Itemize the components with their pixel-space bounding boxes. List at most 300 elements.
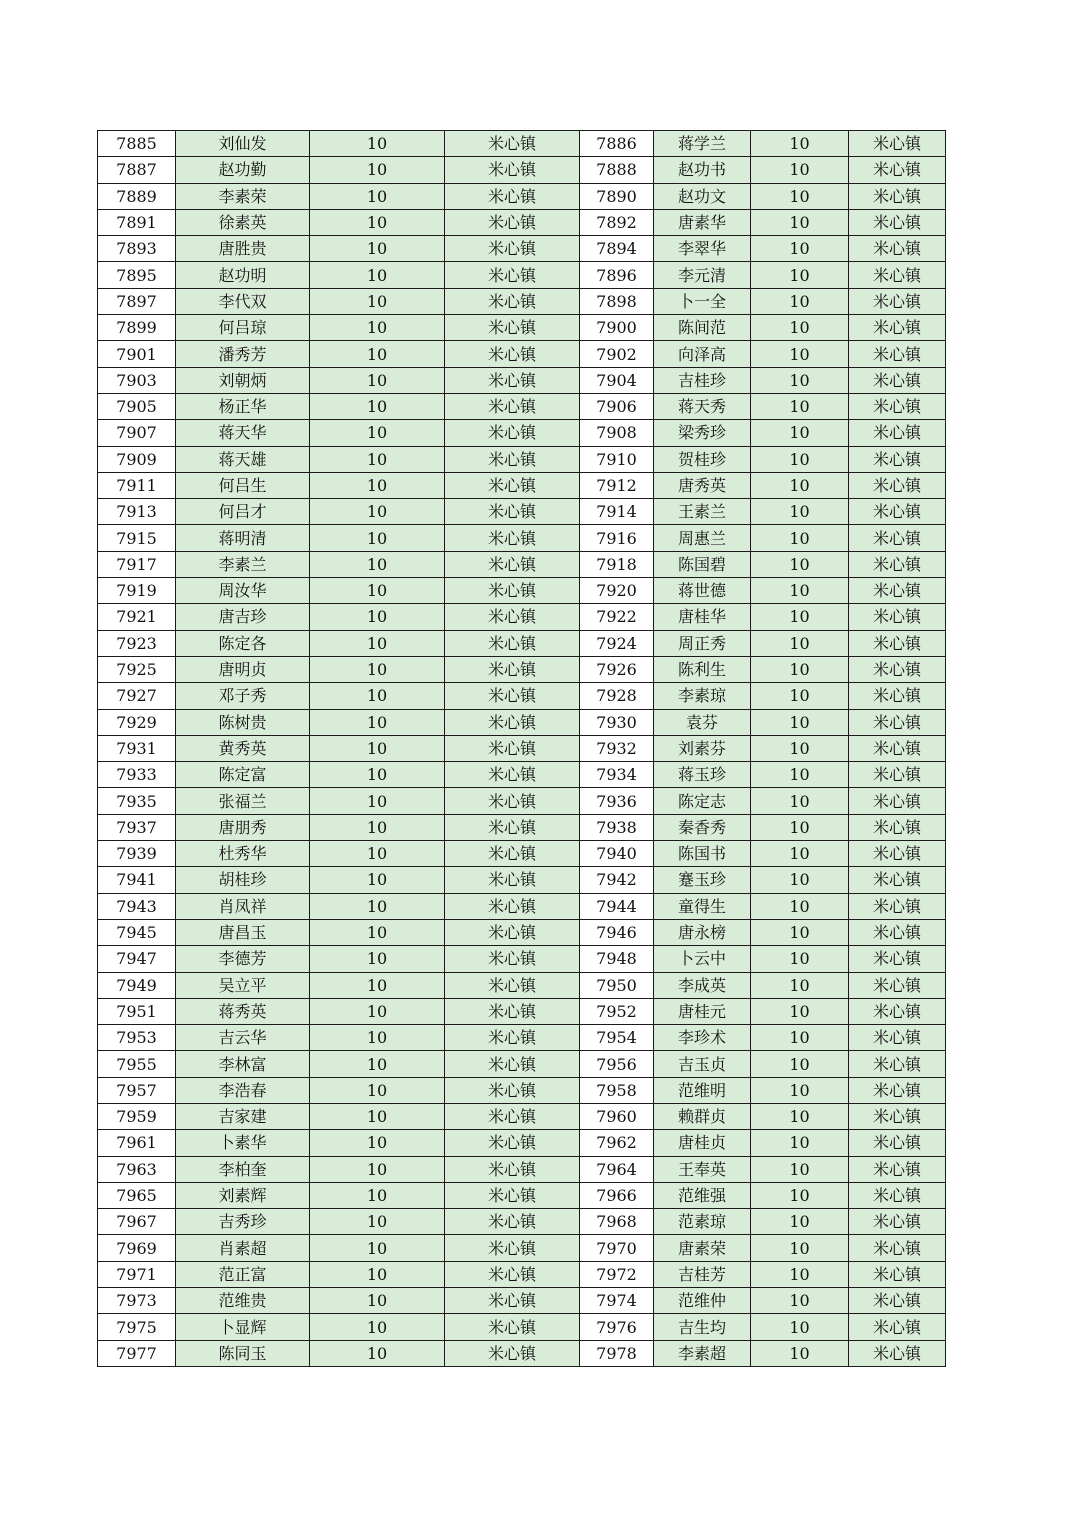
left-amount-cell: 10 (310, 1288, 445, 1314)
right-id-cell: 7954 (580, 1025, 654, 1051)
right-id-cell: 7938 (580, 814, 654, 840)
left-town-cell: 米心镇 (445, 288, 580, 314)
left-name-cell: 杜秀华 (176, 841, 310, 867)
right-amount-cell: 10 (751, 551, 849, 577)
right-town-cell: 米心镇 (849, 1051, 946, 1077)
table-row (98, 814, 946, 840)
left-name-cell: 蒋天雄 (176, 446, 310, 472)
right-amount-cell: 10 (751, 1235, 849, 1261)
right-amount-cell: 10 (751, 525, 849, 551)
right-id-cell: 7948 (580, 946, 654, 972)
right-amount-cell: 10 (751, 1209, 849, 1235)
left-amount-cell: 10 (310, 393, 445, 419)
table-row (98, 630, 946, 656)
left-name-cell: 李浩春 (176, 1077, 310, 1103)
left-amount-cell: 10 (310, 630, 445, 656)
right-amount-cell: 10 (751, 1340, 849, 1366)
table-row (98, 1340, 946, 1366)
left-id-cell: 7963 (98, 1156, 176, 1182)
table-row (98, 367, 946, 393)
right-name-cell: 李素琼 (654, 683, 751, 709)
right-town-cell: 米心镇 (849, 604, 946, 630)
right-id-cell: 7896 (580, 262, 654, 288)
right-town-cell: 米心镇 (849, 1077, 946, 1103)
left-amount-cell: 10 (310, 1182, 445, 1208)
right-town-cell: 米心镇 (849, 157, 946, 183)
right-amount-cell: 10 (751, 735, 849, 761)
right-name-cell: 赖群贞 (654, 1103, 751, 1129)
left-id-cell: 7913 (98, 499, 176, 525)
left-amount-cell: 10 (310, 683, 445, 709)
left-name-cell: 陈定各 (176, 630, 310, 656)
left-name-cell: 李代双 (176, 288, 310, 314)
left-town-cell: 米心镇 (445, 762, 580, 788)
right-id-cell: 7904 (580, 367, 654, 393)
left-amount-cell: 10 (310, 551, 445, 577)
right-id-cell: 7886 (580, 131, 654, 157)
left-id-cell: 7923 (98, 630, 176, 656)
left-amount-cell: 10 (310, 1103, 445, 1129)
table-row (98, 315, 946, 341)
left-id-cell: 7955 (98, 1051, 176, 1077)
right-name-cell: 唐桂华 (654, 604, 751, 630)
left-town-cell: 米心镇 (445, 788, 580, 814)
right-id-cell: 7910 (580, 446, 654, 472)
left-name-cell: 赵功明 (176, 262, 310, 288)
right-amount-cell: 10 (751, 1156, 849, 1182)
right-amount-cell: 10 (751, 998, 849, 1024)
right-amount-cell: 10 (751, 1314, 849, 1340)
right-id-cell: 7936 (580, 788, 654, 814)
right-amount-cell: 10 (751, 499, 849, 525)
left-town-cell: 米心镇 (445, 472, 580, 498)
left-id-cell: 7947 (98, 946, 176, 972)
right-name-cell: 周正秀 (654, 630, 751, 656)
left-name-cell: 范正富 (176, 1261, 310, 1287)
left-name-cell: 何吕琼 (176, 315, 310, 341)
left-name-cell: 范维贵 (176, 1288, 310, 1314)
left-name-cell: 唐昌玉 (176, 919, 310, 945)
right-amount-cell: 10 (751, 209, 849, 235)
left-amount-cell: 10 (310, 1077, 445, 1103)
left-name-cell: 李素兰 (176, 551, 310, 577)
right-name-cell: 王素兰 (654, 499, 751, 525)
right-town-cell: 米心镇 (849, 499, 946, 525)
right-id-cell: 7978 (580, 1340, 654, 1366)
right-id-cell: 7918 (580, 551, 654, 577)
left-town-cell: 米心镇 (445, 1261, 580, 1287)
left-amount-cell: 10 (310, 1051, 445, 1077)
right-name-cell: 蒋世德 (654, 578, 751, 604)
left-id-cell: 7953 (98, 1025, 176, 1051)
left-id-cell: 7925 (98, 656, 176, 682)
table-row (98, 867, 946, 893)
table-row (98, 1051, 946, 1077)
left-name-cell: 蒋天华 (176, 420, 310, 446)
left-id-cell: 7909 (98, 446, 176, 472)
right-town-cell: 米心镇 (849, 814, 946, 840)
right-id-cell: 7962 (580, 1130, 654, 1156)
right-name-cell: 吉生均 (654, 1314, 751, 1340)
left-town-cell: 米心镇 (445, 1130, 580, 1156)
right-name-cell: 唐桂元 (654, 998, 751, 1024)
right-town-cell: 米心镇 (849, 288, 946, 314)
right-id-cell: 7916 (580, 525, 654, 551)
left-town-cell: 米心镇 (445, 1051, 580, 1077)
left-name-cell: 吉云华 (176, 1025, 310, 1051)
left-name-cell: 唐胜贵 (176, 236, 310, 262)
right-town-cell: 米心镇 (849, 1314, 946, 1340)
left-name-cell: 卜显辉 (176, 1314, 310, 1340)
right-town-cell: 米心镇 (849, 183, 946, 209)
left-id-cell: 7977 (98, 1340, 176, 1366)
right-town-cell: 米心镇 (849, 472, 946, 498)
left-amount-cell: 10 (310, 578, 445, 604)
left-town-cell: 米心镇 (445, 157, 580, 183)
left-name-cell: 刘仙发 (176, 131, 310, 157)
left-id-cell: 7943 (98, 893, 176, 919)
left-name-cell: 唐吉珍 (176, 604, 310, 630)
left-name-cell: 蒋秀英 (176, 998, 310, 1024)
table-row (98, 683, 946, 709)
left-town-cell: 米心镇 (445, 1314, 580, 1340)
right-id-cell: 7972 (580, 1261, 654, 1287)
right-name-cell: 王奉英 (654, 1156, 751, 1182)
right-name-cell: 向泽高 (654, 341, 751, 367)
right-id-cell: 7908 (580, 420, 654, 446)
left-name-cell: 何吕生 (176, 472, 310, 498)
right-name-cell: 李翠华 (654, 236, 751, 262)
left-id-cell: 7935 (98, 788, 176, 814)
right-amount-cell: 10 (751, 709, 849, 735)
right-amount-cell: 10 (751, 420, 849, 446)
right-name-cell: 陈国碧 (654, 551, 751, 577)
left-amount-cell: 10 (310, 315, 445, 341)
table-row (98, 131, 946, 157)
right-id-cell: 7890 (580, 183, 654, 209)
left-name-cell: 胡桂珍 (176, 867, 310, 893)
left-amount-cell: 10 (310, 1025, 445, 1051)
table-row (98, 1288, 946, 1314)
right-amount-cell: 10 (751, 1182, 849, 1208)
right-town-cell: 米心镇 (849, 893, 946, 919)
left-town-cell: 米心镇 (445, 1235, 580, 1261)
left-name-cell: 周汝华 (176, 578, 310, 604)
right-amount-cell: 10 (751, 1025, 849, 1051)
table-row (98, 420, 946, 446)
right-town-cell: 米心镇 (849, 315, 946, 341)
left-town-cell: 米心镇 (445, 735, 580, 761)
right-name-cell: 秦香秀 (654, 814, 751, 840)
left-id-cell: 7945 (98, 919, 176, 945)
left-id-cell: 7889 (98, 183, 176, 209)
right-town-cell: 米心镇 (849, 578, 946, 604)
table-row (98, 1314, 946, 1340)
left-name-cell: 刘素辉 (176, 1182, 310, 1208)
left-town-cell: 米心镇 (445, 841, 580, 867)
right-name-cell: 范素琼 (654, 1209, 751, 1235)
right-town-cell: 米心镇 (849, 341, 946, 367)
left-name-cell: 李德芳 (176, 946, 310, 972)
right-amount-cell: 10 (751, 683, 849, 709)
left-name-cell: 肖素超 (176, 1235, 310, 1261)
left-name-cell: 张福兰 (176, 788, 310, 814)
right-id-cell: 7976 (580, 1314, 654, 1340)
table-row (98, 551, 946, 577)
left-id-cell: 7931 (98, 735, 176, 761)
left-town-cell: 米心镇 (445, 499, 580, 525)
right-id-cell: 7926 (580, 656, 654, 682)
left-amount-cell: 10 (310, 867, 445, 893)
left-name-cell: 李素荣 (176, 183, 310, 209)
left-town-cell: 米心镇 (445, 420, 580, 446)
left-amount-cell: 10 (310, 709, 445, 735)
left-town-cell: 米心镇 (445, 998, 580, 1024)
right-amount-cell: 10 (751, 157, 849, 183)
right-id-cell: 7960 (580, 1103, 654, 1129)
left-id-cell: 7949 (98, 972, 176, 998)
table-row (98, 472, 946, 498)
right-town-cell: 米心镇 (849, 762, 946, 788)
right-amount-cell: 10 (751, 472, 849, 498)
table-row (98, 893, 946, 919)
table-row (98, 1156, 946, 1182)
right-amount-cell: 10 (751, 341, 849, 367)
left-town-cell: 米心镇 (445, 867, 580, 893)
right-town-cell: 米心镇 (849, 735, 946, 761)
table-row (98, 236, 946, 262)
left-town-cell: 米心镇 (445, 262, 580, 288)
left-town-cell: 米心镇 (445, 814, 580, 840)
table-row (98, 604, 946, 630)
left-amount-cell: 10 (310, 446, 445, 472)
right-name-cell: 蹇玉珍 (654, 867, 751, 893)
left-town-cell: 米心镇 (445, 1156, 580, 1182)
right-town-cell: 米心镇 (849, 420, 946, 446)
right-town-cell: 米心镇 (849, 262, 946, 288)
left-amount-cell: 10 (310, 341, 445, 367)
left-town-cell: 米心镇 (445, 919, 580, 945)
right-town-cell: 米心镇 (849, 998, 946, 1024)
right-name-cell: 陈间范 (654, 315, 751, 341)
right-town-cell: 米心镇 (849, 1235, 946, 1261)
right-id-cell: 7942 (580, 867, 654, 893)
left-amount-cell: 10 (310, 472, 445, 498)
right-id-cell: 7950 (580, 972, 654, 998)
right-name-cell: 李元清 (654, 262, 751, 288)
left-name-cell: 李林富 (176, 1051, 310, 1077)
right-id-cell: 7924 (580, 630, 654, 656)
left-amount-cell: 10 (310, 1235, 445, 1261)
table-row (98, 972, 946, 998)
left-town-cell: 米心镇 (445, 630, 580, 656)
right-id-cell: 7914 (580, 499, 654, 525)
table-row (98, 525, 946, 551)
right-id-cell: 7898 (580, 288, 654, 314)
right-name-cell: 梁秀珍 (654, 420, 751, 446)
table-row (98, 762, 946, 788)
left-id-cell: 7971 (98, 1261, 176, 1287)
left-name-cell: 卜素华 (176, 1130, 310, 1156)
left-amount-cell: 10 (310, 367, 445, 393)
right-id-cell: 7932 (580, 735, 654, 761)
right-id-cell: 7900 (580, 315, 654, 341)
left-amount-cell: 10 (310, 1314, 445, 1340)
left-id-cell: 7895 (98, 262, 176, 288)
left-amount-cell: 10 (310, 236, 445, 262)
table-row (98, 499, 946, 525)
right-amount-cell: 10 (751, 867, 849, 893)
table-row (98, 709, 946, 735)
right-amount-cell: 10 (751, 578, 849, 604)
left-name-cell: 刘朝炳 (176, 367, 310, 393)
right-town-cell: 米心镇 (849, 1103, 946, 1129)
right-name-cell: 范维明 (654, 1077, 751, 1103)
table-body (98, 131, 946, 1367)
right-name-cell: 吉桂珍 (654, 367, 751, 393)
left-town-cell: 米心镇 (445, 946, 580, 972)
left-amount-cell: 10 (310, 841, 445, 867)
table-row (98, 341, 946, 367)
data-table-container (97, 130, 946, 1367)
right-id-cell: 7970 (580, 1235, 654, 1261)
right-id-cell: 7928 (580, 683, 654, 709)
left-id-cell: 7959 (98, 1103, 176, 1129)
right-town-cell: 米心镇 (849, 919, 946, 945)
right-amount-cell: 10 (751, 841, 849, 867)
left-id-cell: 7975 (98, 1314, 176, 1340)
left-name-cell: 赵功勤 (176, 157, 310, 183)
right-id-cell: 7922 (580, 604, 654, 630)
right-id-cell: 7912 (580, 472, 654, 498)
right-amount-cell: 10 (751, 131, 849, 157)
left-amount-cell: 10 (310, 998, 445, 1024)
right-id-cell: 7934 (580, 762, 654, 788)
right-id-cell: 7944 (580, 893, 654, 919)
right-name-cell: 贺桂珍 (654, 446, 751, 472)
left-town-cell: 米心镇 (445, 578, 580, 604)
right-amount-cell: 10 (751, 1261, 849, 1287)
left-id-cell: 7941 (98, 867, 176, 893)
left-id-cell: 7911 (98, 472, 176, 498)
right-name-cell: 李珍术 (654, 1025, 751, 1051)
right-amount-cell: 10 (751, 315, 849, 341)
left-id-cell: 7893 (98, 236, 176, 262)
left-name-cell: 吉秀珍 (176, 1209, 310, 1235)
left-id-cell: 7967 (98, 1209, 176, 1235)
right-name-cell: 赵功书 (654, 157, 751, 183)
right-name-cell: 袁芬 (654, 709, 751, 735)
right-amount-cell: 10 (751, 1130, 849, 1156)
right-town-cell: 米心镇 (849, 788, 946, 814)
table-row (98, 1025, 946, 1051)
left-amount-cell: 10 (310, 1156, 445, 1182)
left-name-cell: 陈定富 (176, 762, 310, 788)
right-name-cell: 唐桂贞 (654, 1130, 751, 1156)
right-name-cell: 赵功文 (654, 183, 751, 209)
table-row (98, 578, 946, 604)
table-row (98, 1103, 946, 1129)
left-amount-cell: 10 (310, 919, 445, 945)
table-row (98, 1077, 946, 1103)
left-name-cell: 何吕才 (176, 499, 310, 525)
right-id-cell: 7968 (580, 1209, 654, 1235)
right-amount-cell: 10 (751, 236, 849, 262)
left-id-cell: 7917 (98, 551, 176, 577)
right-amount-cell: 10 (751, 367, 849, 393)
left-name-cell: 陈树贵 (176, 709, 310, 735)
table-row (98, 288, 946, 314)
right-amount-cell: 10 (751, 630, 849, 656)
left-town-cell: 米心镇 (445, 1103, 580, 1129)
left-amount-cell: 10 (310, 1340, 445, 1366)
left-town-cell: 米心镇 (445, 656, 580, 682)
right-id-cell: 7894 (580, 236, 654, 262)
left-id-cell: 7951 (98, 998, 176, 1024)
left-town-cell: 米心镇 (445, 236, 580, 262)
table-row (98, 735, 946, 761)
left-amount-cell: 10 (310, 499, 445, 525)
table-row (98, 209, 946, 235)
left-amount-cell: 10 (310, 814, 445, 840)
right-name-cell: 周惠兰 (654, 525, 751, 551)
right-amount-cell: 10 (751, 1288, 849, 1314)
left-id-cell: 7961 (98, 1130, 176, 1156)
right-town-cell: 米心镇 (849, 551, 946, 577)
right-name-cell: 吉桂芳 (654, 1261, 751, 1287)
left-id-cell: 7969 (98, 1235, 176, 1261)
right-town-cell: 米心镇 (849, 236, 946, 262)
table-row (98, 262, 946, 288)
table-row (98, 393, 946, 419)
left-id-cell: 7919 (98, 578, 176, 604)
left-town-cell: 米心镇 (445, 972, 580, 998)
right-town-cell: 米心镇 (849, 1261, 946, 1287)
left-amount-cell: 10 (310, 946, 445, 972)
right-town-cell: 米心镇 (849, 525, 946, 551)
right-name-cell: 蒋天秀 (654, 393, 751, 419)
right-town-cell: 米心镇 (849, 1025, 946, 1051)
right-id-cell: 7920 (580, 578, 654, 604)
right-id-cell: 7906 (580, 393, 654, 419)
right-amount-cell: 10 (751, 288, 849, 314)
right-id-cell: 7892 (580, 209, 654, 235)
left-town-cell: 米心镇 (445, 893, 580, 919)
right-town-cell: 米心镇 (849, 1130, 946, 1156)
right-name-cell: 刘素芬 (654, 735, 751, 761)
left-name-cell: 潘秀芳 (176, 341, 310, 367)
right-id-cell: 7956 (580, 1051, 654, 1077)
table-row (98, 946, 946, 972)
left-id-cell: 7933 (98, 762, 176, 788)
left-name-cell: 唐明贞 (176, 656, 310, 682)
left-amount-cell: 10 (310, 209, 445, 235)
data-table (97, 130, 946, 1367)
right-name-cell: 卜云中 (654, 946, 751, 972)
left-town-cell: 米心镇 (445, 1025, 580, 1051)
left-town-cell: 米心镇 (445, 1340, 580, 1366)
right-name-cell: 唐素荣 (654, 1235, 751, 1261)
right-id-cell: 7946 (580, 919, 654, 945)
left-town-cell: 米心镇 (445, 709, 580, 735)
left-amount-cell: 10 (310, 131, 445, 157)
right-amount-cell: 10 (751, 762, 849, 788)
table-row (98, 788, 946, 814)
right-name-cell: 陈定志 (654, 788, 751, 814)
right-town-cell: 米心镇 (849, 867, 946, 893)
table-row (98, 919, 946, 945)
right-amount-cell: 10 (751, 262, 849, 288)
